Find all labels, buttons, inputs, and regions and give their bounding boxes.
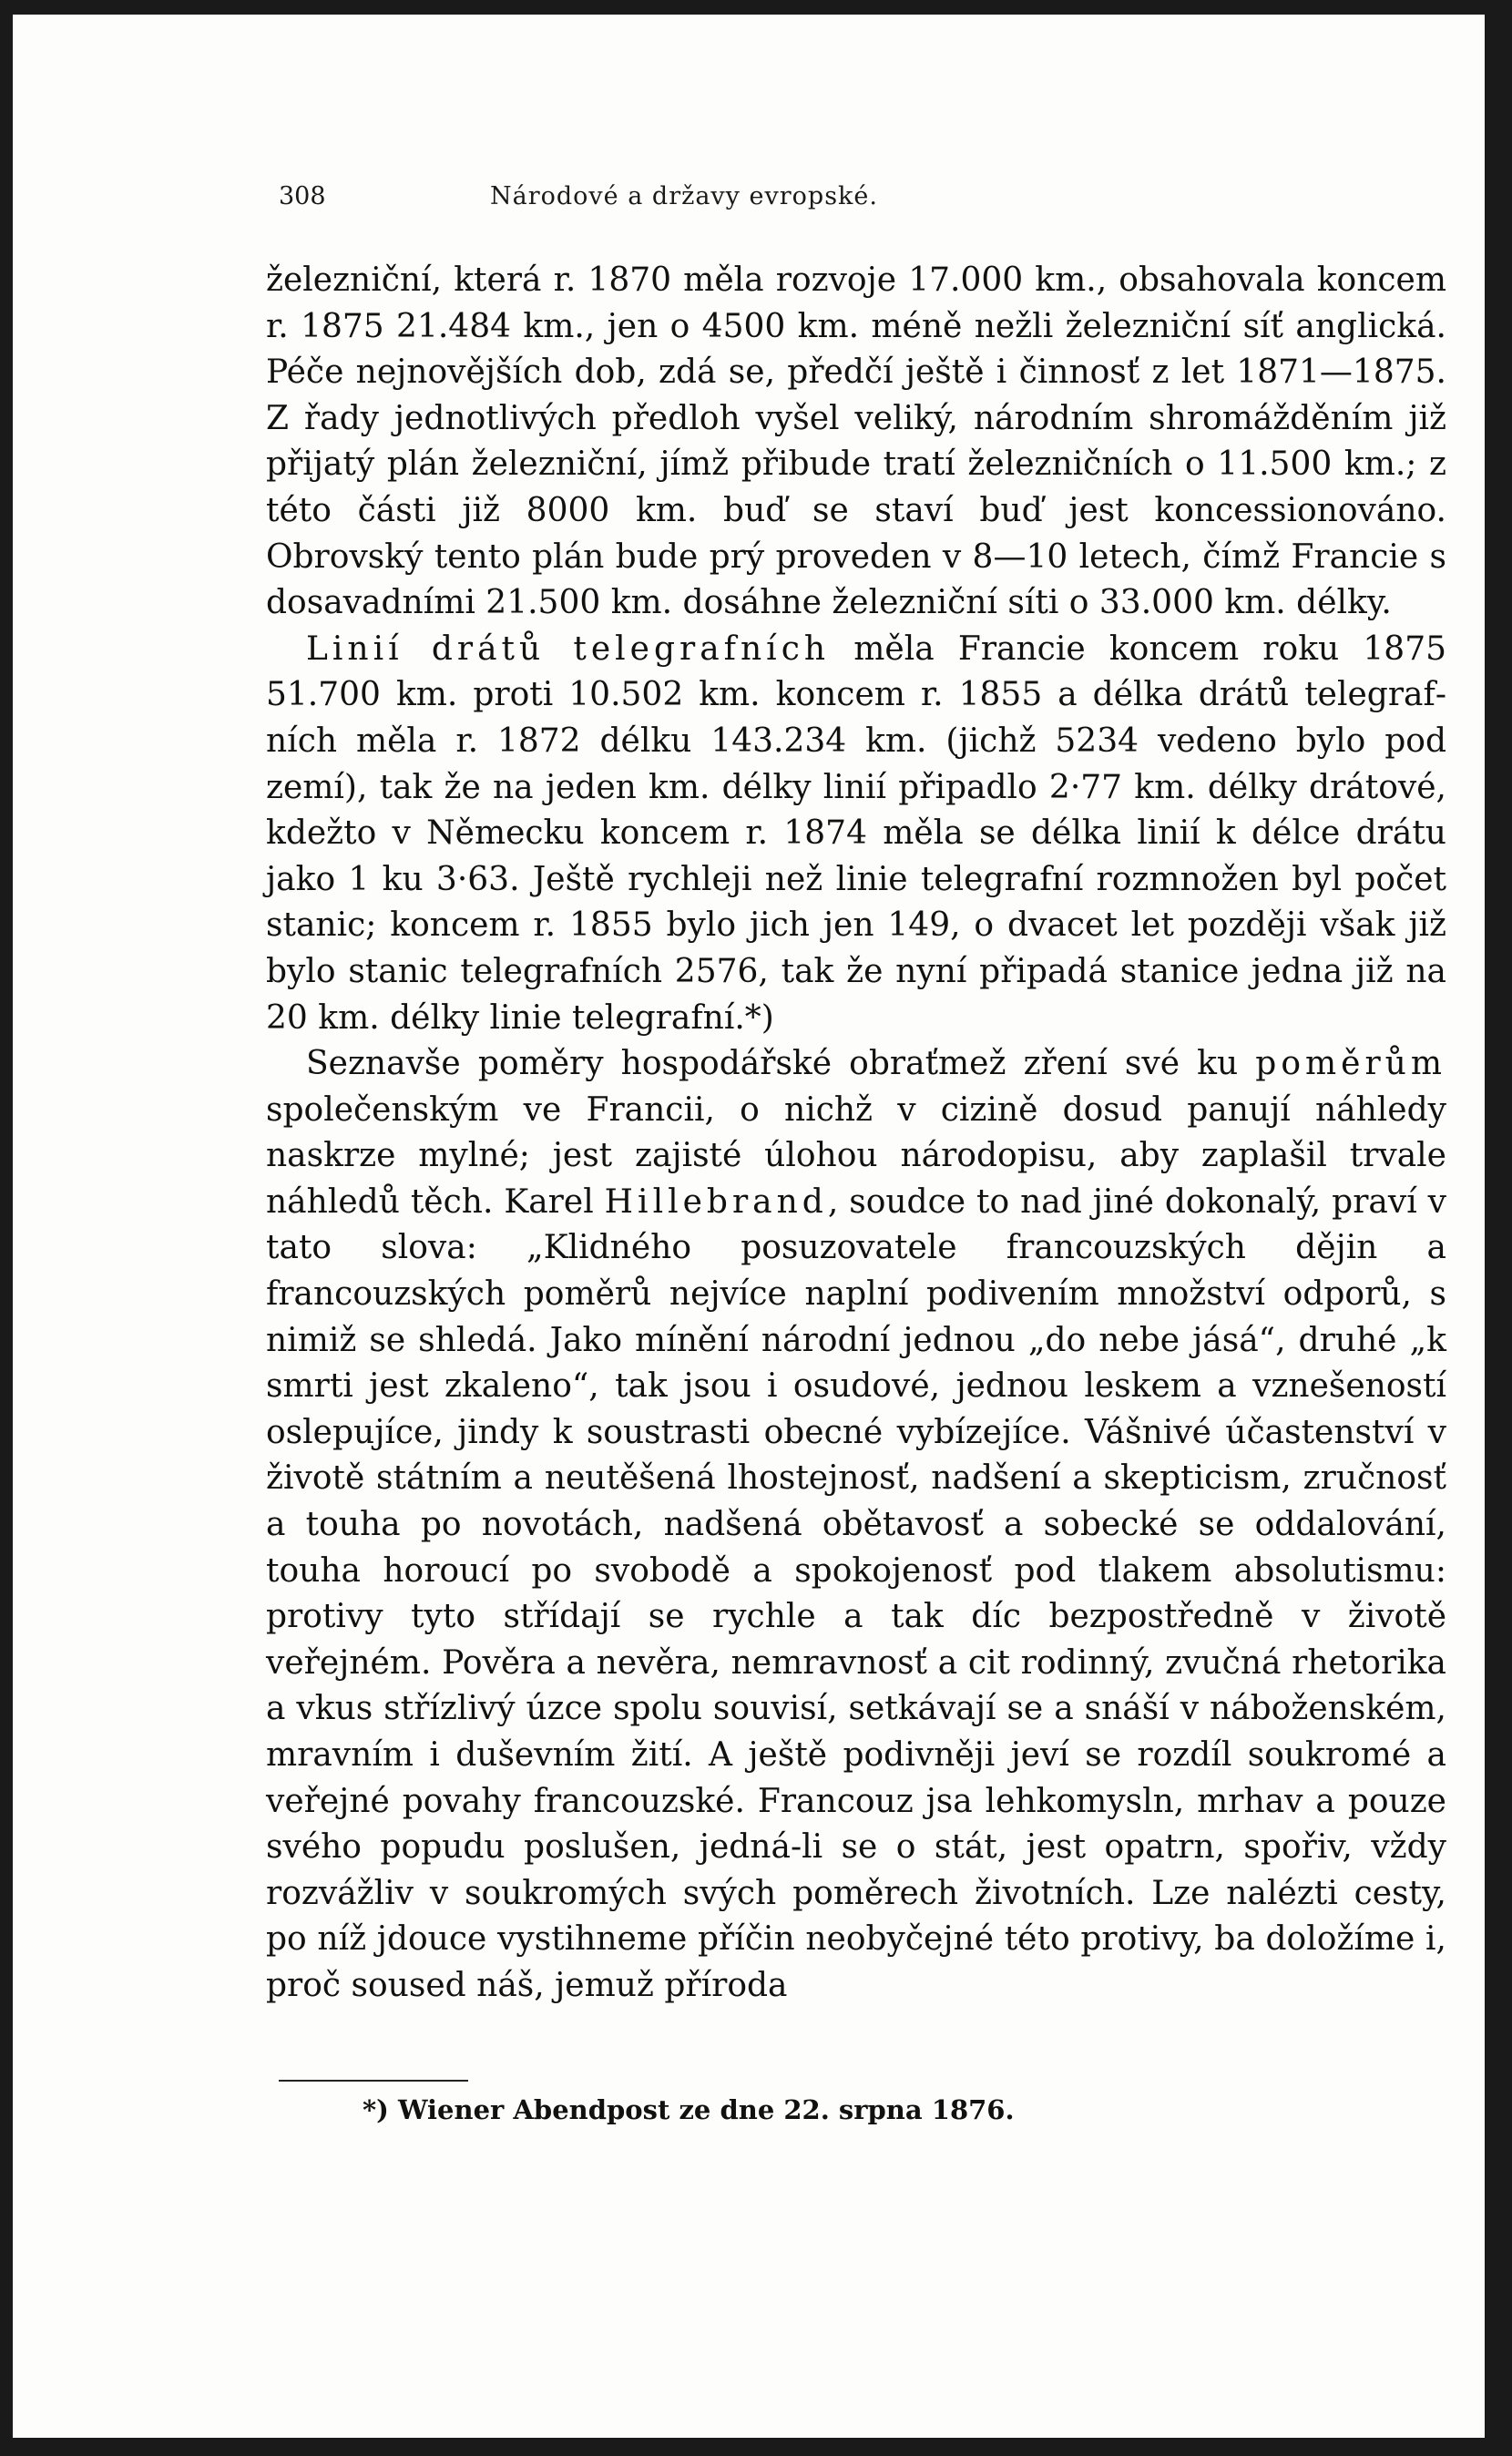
page-number: 308 [279,182,326,210]
footnote: *) Wiener Abendpost ze dne 22. srpna 1876. [363,2094,1015,2125]
running-title: Národové a državy evropské. [490,182,878,210]
paragraph-text: měla Francie koncem roku 1875 51.700 km. proti 10.502 km. koncem r. 1855 a délka drátů telegrafních měla r. 1872 délku 143.234 km. (jichž 5234 vedeno bylo pod zemí), tak že na jeden km. délky linií připadlo 2·77 km. délky drátové, kdežto v Německu koncem r. 1874 měla se délka linií k délce drátu jako 1 ku 3·63. Ještě rychleji než linie telegrafní rozmnožen byl počet stanic; koncem r. 1855 bylo jich jen 149, o dvacet let později však již bylo stanic telegrafních 2576, tak že nyní připadá stanice jedna již na 20 km. délky linie telegrafní.*) [266,629,1446,1037]
paragraph-text: Seznavše poměry hospodářské obraťmež zření své ku [306,1045,1256,1083]
body-text [266,258,1446,2010]
paragraph-railways: železniční, která r. 1870 měla rozvoje 17.000 km., obsahovala koncem r. 1875 21.484 km., jen o 4500 km. méně nežli železniční síť anglická. Péče nejnovějších dob, zdá se, předčí ještě i činnosť z let 1871—1875. Z řady jednotlivých předloh vyšel veliký, národním shromážděním již přijatý plán železniční, jímž přibude tratí železničních o 11.500 km.; z této části již 8000 km. buď se staví buď jest koncessionováno. Obrovský tento plán bude prý proveden v 8—10 letech, čímž Francie s dosavadními 21.500 km. dosáhne železniční síti o 33.000 km. délky. [266,261,1446,622]
footnote-rule [279,2080,468,2082]
paragraph-text: společenským ve Francii, o nichž v cizině dosud panují náhledy naskrze mylné; jest zajisté úlohou národopisu, aby zaplašil trvale náhledů těch. Karel [266,1090,1446,1221]
spaced-name: Hillebrand [604,1182,828,1221]
paragraph-social-conditions [266,1041,1446,2009]
paragraph-text: , soudce to nad jiné dokonalý, praví v tato slova: „Klidného posuzovatele francouzských dějin a francouzských poměrů nejvíce naplní podivením množství odporů, s nimiž se shledá. Jako mínění národní jednou „do nebe jásá“, druhé „k smrti jest zkaleno“, tak jsou i osudové, jednou leskem a vznešeností oslepujíce, jindy k soustrasti obecné vybízejíce. Vášnivé účastenství v životě státním a neutěšená lhostejnosť, nadšení a skepticism, zručnosť a touha po novotách, nadšená obětavosť a sobecké se oddalování, touha horoucí po svobodě a spokojenosť pod tlakem absolutismu: protivy tyto střídají se rychle a tak díc bezpostředně v životě veřejném. Pověra a nevěra, nemravnosť a cit rodinný, zvučná rhetorika a vkus střízlivý úzce spolu souvisí, setkávají se a snáší v náboženském, mravním i duševním žití. A ještě podivněji jeví se rozdíl soukromé a veřejné povahy francouzské. Francouz jsa lehkomysln, mrhav a pouze svého popudu poslušen, jedná-li se o stát, jest opatrn, spořiv, vždy rozvážliv v soukromých svých poměrech životních. Lze nalézti cesty, po níž jdouce vystihneme příčin neobyčejné této protivy, ba doložíme i, proč soused náš, jemuž příroda [266,1182,1446,2004]
spaced-term: poměrům [1255,1045,1446,1083]
paragraph-telegraph [266,627,1446,1041]
spaced-term: Linií drátů telegrafních [306,629,831,668]
running-head [279,182,1089,219]
